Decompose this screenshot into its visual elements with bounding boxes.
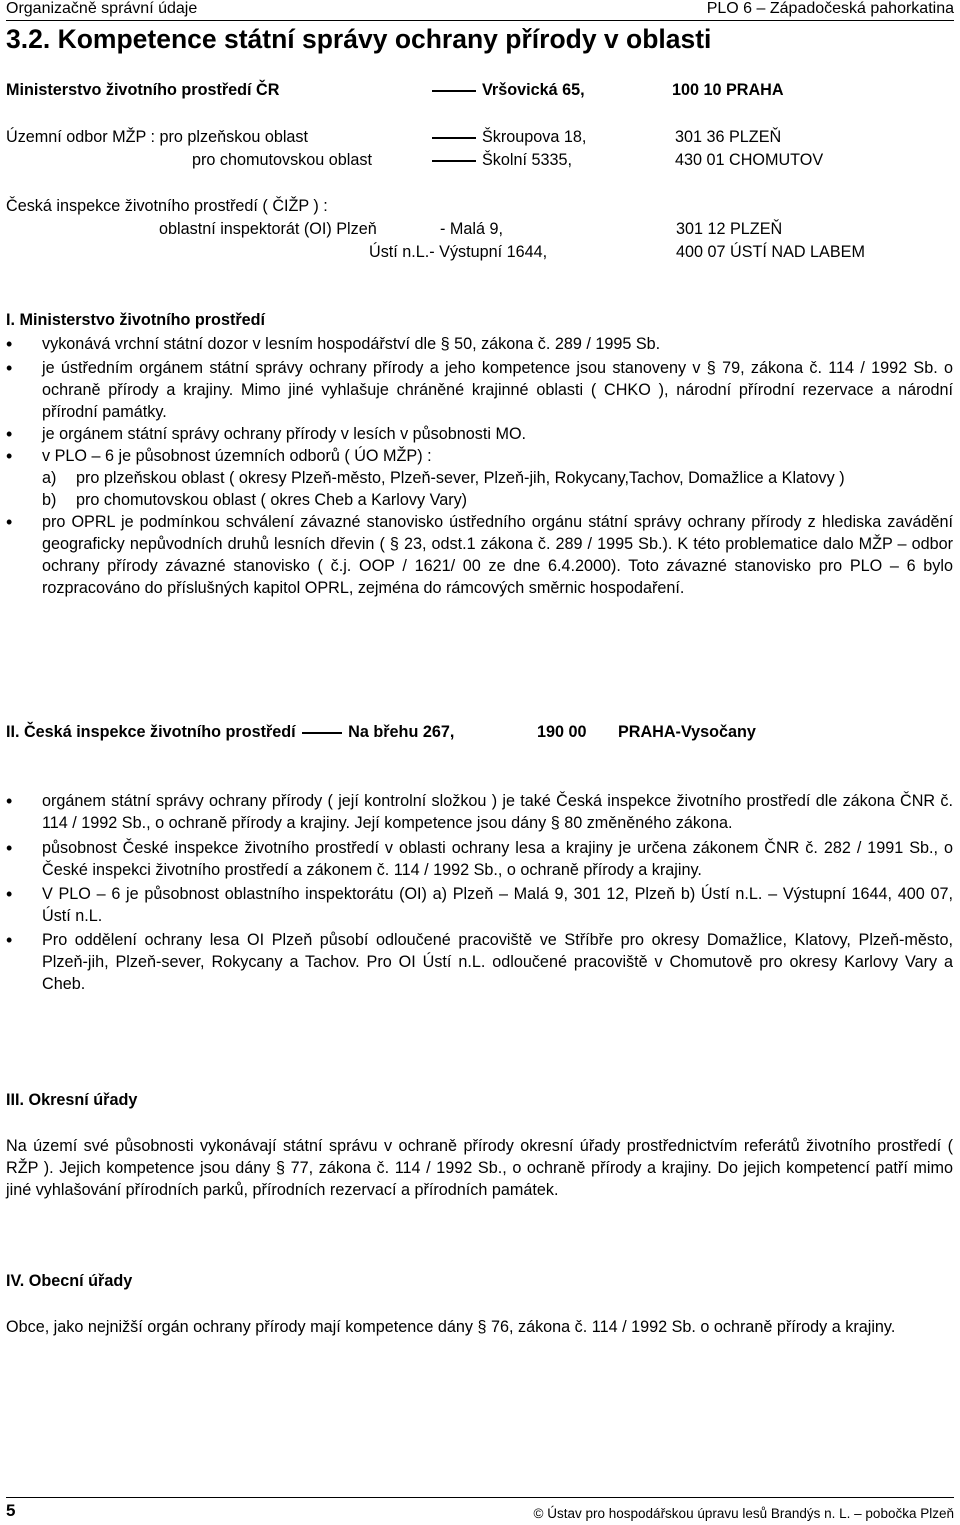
mzp-street: Vršovická 65, xyxy=(432,79,585,101)
oi-usti-street: Ústí n.L.- Výstupní 1644, xyxy=(369,243,548,261)
section3-heading: III. Okresní úřady xyxy=(6,1091,138,1109)
mzp-name: Ministerstvo životního prostředí ČR xyxy=(6,81,280,99)
page-number: 5 xyxy=(6,1501,16,1520)
list-item: • pro OPRL je podmínkou schválení závazné stanovisko ústředního orgánu státní správy ochrany přírody z hlediska zavádění geograficky nepůvodních druhů lesních dřevin ( § 23, odst.1 zákona č. 289 / 1995 Sb.). K této problematice dalo MŽP – odbor ochrany přírody závazné stanovisko ( č.j. OOP / 1621/ 00 ze dne 6.4.2000). Toto závazné stanovisko pro PLO – 6 bylo rozpracováno do příslušných kapitol OPRL, zejména do rámcových směrnic hospodaření. xyxy=(6,511,953,599)
section4-heading: IV. Obecní úřady xyxy=(6,1272,133,1290)
uo-chom-label: pro chomutovskou oblast xyxy=(192,151,372,169)
footer-text: © Ústav pro hospodářskou úpravu lesů Brandýs n. L. – pobočka Plzeň xyxy=(533,1506,954,1521)
dash xyxy=(432,137,476,139)
sub-item-a: a) pro plzeňskou oblast ( okresy Plzeň-město, Plzeň-sever, Plzeň-jih, Rokycany,Tachov, Domažlice a Klatovy ) xyxy=(42,469,845,487)
list-item: • působnost České inspekce životního prostředí v oblasti ochrany lesa a krajiny je určena zákonem ČNR č. 282 / 1991 Sb., o České inspekci životního prostředí a zákonem č. 114 / 1992 Sb., o ochraně přírody a krajiny. xyxy=(6,837,953,881)
section1-heading: I. Ministerstvo životního prostředí xyxy=(6,311,266,329)
uo-chom-street: Školní 5335, xyxy=(432,149,572,171)
section2-zip: 190 00 xyxy=(537,723,587,741)
list-item: • vykonává vrchní státní dozor v lesním hospodářství dle § 50, zákona č. 289 / 1995 Sb. xyxy=(6,333,953,355)
uo-chom-city: 430 01 CHOMUTOV xyxy=(675,151,824,169)
list-item: • V PLO – 6 je působnost oblastního inspektorátu (OI) a) Plzeň – Malá 9, 301 12, Plzeň b) Ústí n.L. – Výstupní 1644, 400 07, Ústí n.L. xyxy=(6,883,953,927)
sub-item-b: b) pro chomutovskou oblast ( okres Cheb a Karlovy Vary) xyxy=(42,491,468,509)
oi-label: oblastní inspektorát (OI) Plzeň xyxy=(159,220,377,238)
cizp-label: Česká inspekce životního prostředí ( ČIŽP ) : xyxy=(6,197,328,215)
list-item: • orgánem státní správy ochrany přírody ( její kontrolní složkou ) je také Česká inspekce životního prostředí dle zákona ČNR č. 114 / 1992 Sb., o ochraně přírody a krajiny. Její kompetence jsou dány § 80 změněného zákona. xyxy=(6,790,953,834)
section2-heading: II. Česká inspekce životního prostředí Na břehu 267, xyxy=(6,723,455,741)
footer-rule xyxy=(6,1497,954,1498)
uo-label: Územní odbor MŽP : pro plzeňskou oblast xyxy=(6,128,309,146)
header-rule xyxy=(6,20,954,21)
uo-plzen-street: Škroupova 18, xyxy=(432,126,586,148)
list-item: • je orgánem státní správy ochrany přírody v lesích v působnosti MO. xyxy=(6,423,953,445)
list-item: • v PLO – 6 je působnost územních odborů ( ÚO MŽP) : a) pro plzeňskou oblast ( okresy Plzeň-město, Plzeň-sever, Plzeň-jih, Rokycany,Tachov, Domažlice a Klatovy ) b) pro chomutovskou oblast ( okres Cheb a Karlovy Vary) xyxy=(6,445,953,511)
oi-usti-city: 400 07 ÚSTÍ NAD LABEM xyxy=(676,243,865,261)
section-title: 3.2. Kompetence státní správy ochrany přírody v oblasti xyxy=(6,24,712,54)
list-item: • Pro oddělení ochrany lesa OI Plzeň působí odloučené pracoviště ve Stříbře pro okresy Domažlice, Klatovy, Plzeň-město, Plzeň-jih, Plzeň-sever, Rokycany a Tachov. Pro OI Ústí n.L. odloučené pracoviště v Chomutově pro okresy Karlovy Vary a Cheb. xyxy=(6,929,953,995)
oi-plzen-street: - Malá 9, xyxy=(440,220,503,238)
dash xyxy=(432,160,476,162)
section2-street: Na břehu 267, xyxy=(348,723,455,741)
dash xyxy=(432,90,476,92)
section2-list xyxy=(6,790,953,995)
section4-text: Obce, jako nejnižší orgán ochrany přírody mají kompetence dány § 76, zákona č. 114 / 1992 Sb. o ochraně přírody a krajiny. xyxy=(6,1318,896,1336)
section2-city: PRAHA-Vysočany xyxy=(618,723,756,741)
section3-text: Na území své působnosti vykonávají státní správu v ochraně přírody okresní úřady prostřednictvím referátů životního prostředí ( RŽP ). Jejich kompetence jsou dány § 77, zákona č. 114 / 1992 Sb., o ochraně přírody a krajiny. Do jejich kompetencí patří mimo jiné vyhlašování přírodních parků, přírodních rezervací a přírodních památek. xyxy=(6,1137,953,1199)
section1-list xyxy=(6,333,953,599)
header-left: Organizačně správní údaje xyxy=(6,0,198,17)
oi-plzen-city: 301 12 PLZEŇ xyxy=(676,220,783,238)
uo-plzen-city: 301 36 PLZEŇ xyxy=(675,128,782,146)
mzp-city: 100 10 PRAHA xyxy=(672,81,784,99)
list-item: • je ústředním orgánem státní správy ochrany přírody a jeho kompetence jsou stanoveny v § 79, zákona č. 114 / 1992 Sb. o ochraně přírody a krajiny. Mimo jiné vyhlašuje chráněné krajinné oblasti ( CHKO ), národní přírodní rezervace a národní přírodní památky. xyxy=(6,357,953,423)
dash xyxy=(302,732,342,734)
header-right: PLO 6 – Západočeská pahorkatina xyxy=(706,0,954,17)
